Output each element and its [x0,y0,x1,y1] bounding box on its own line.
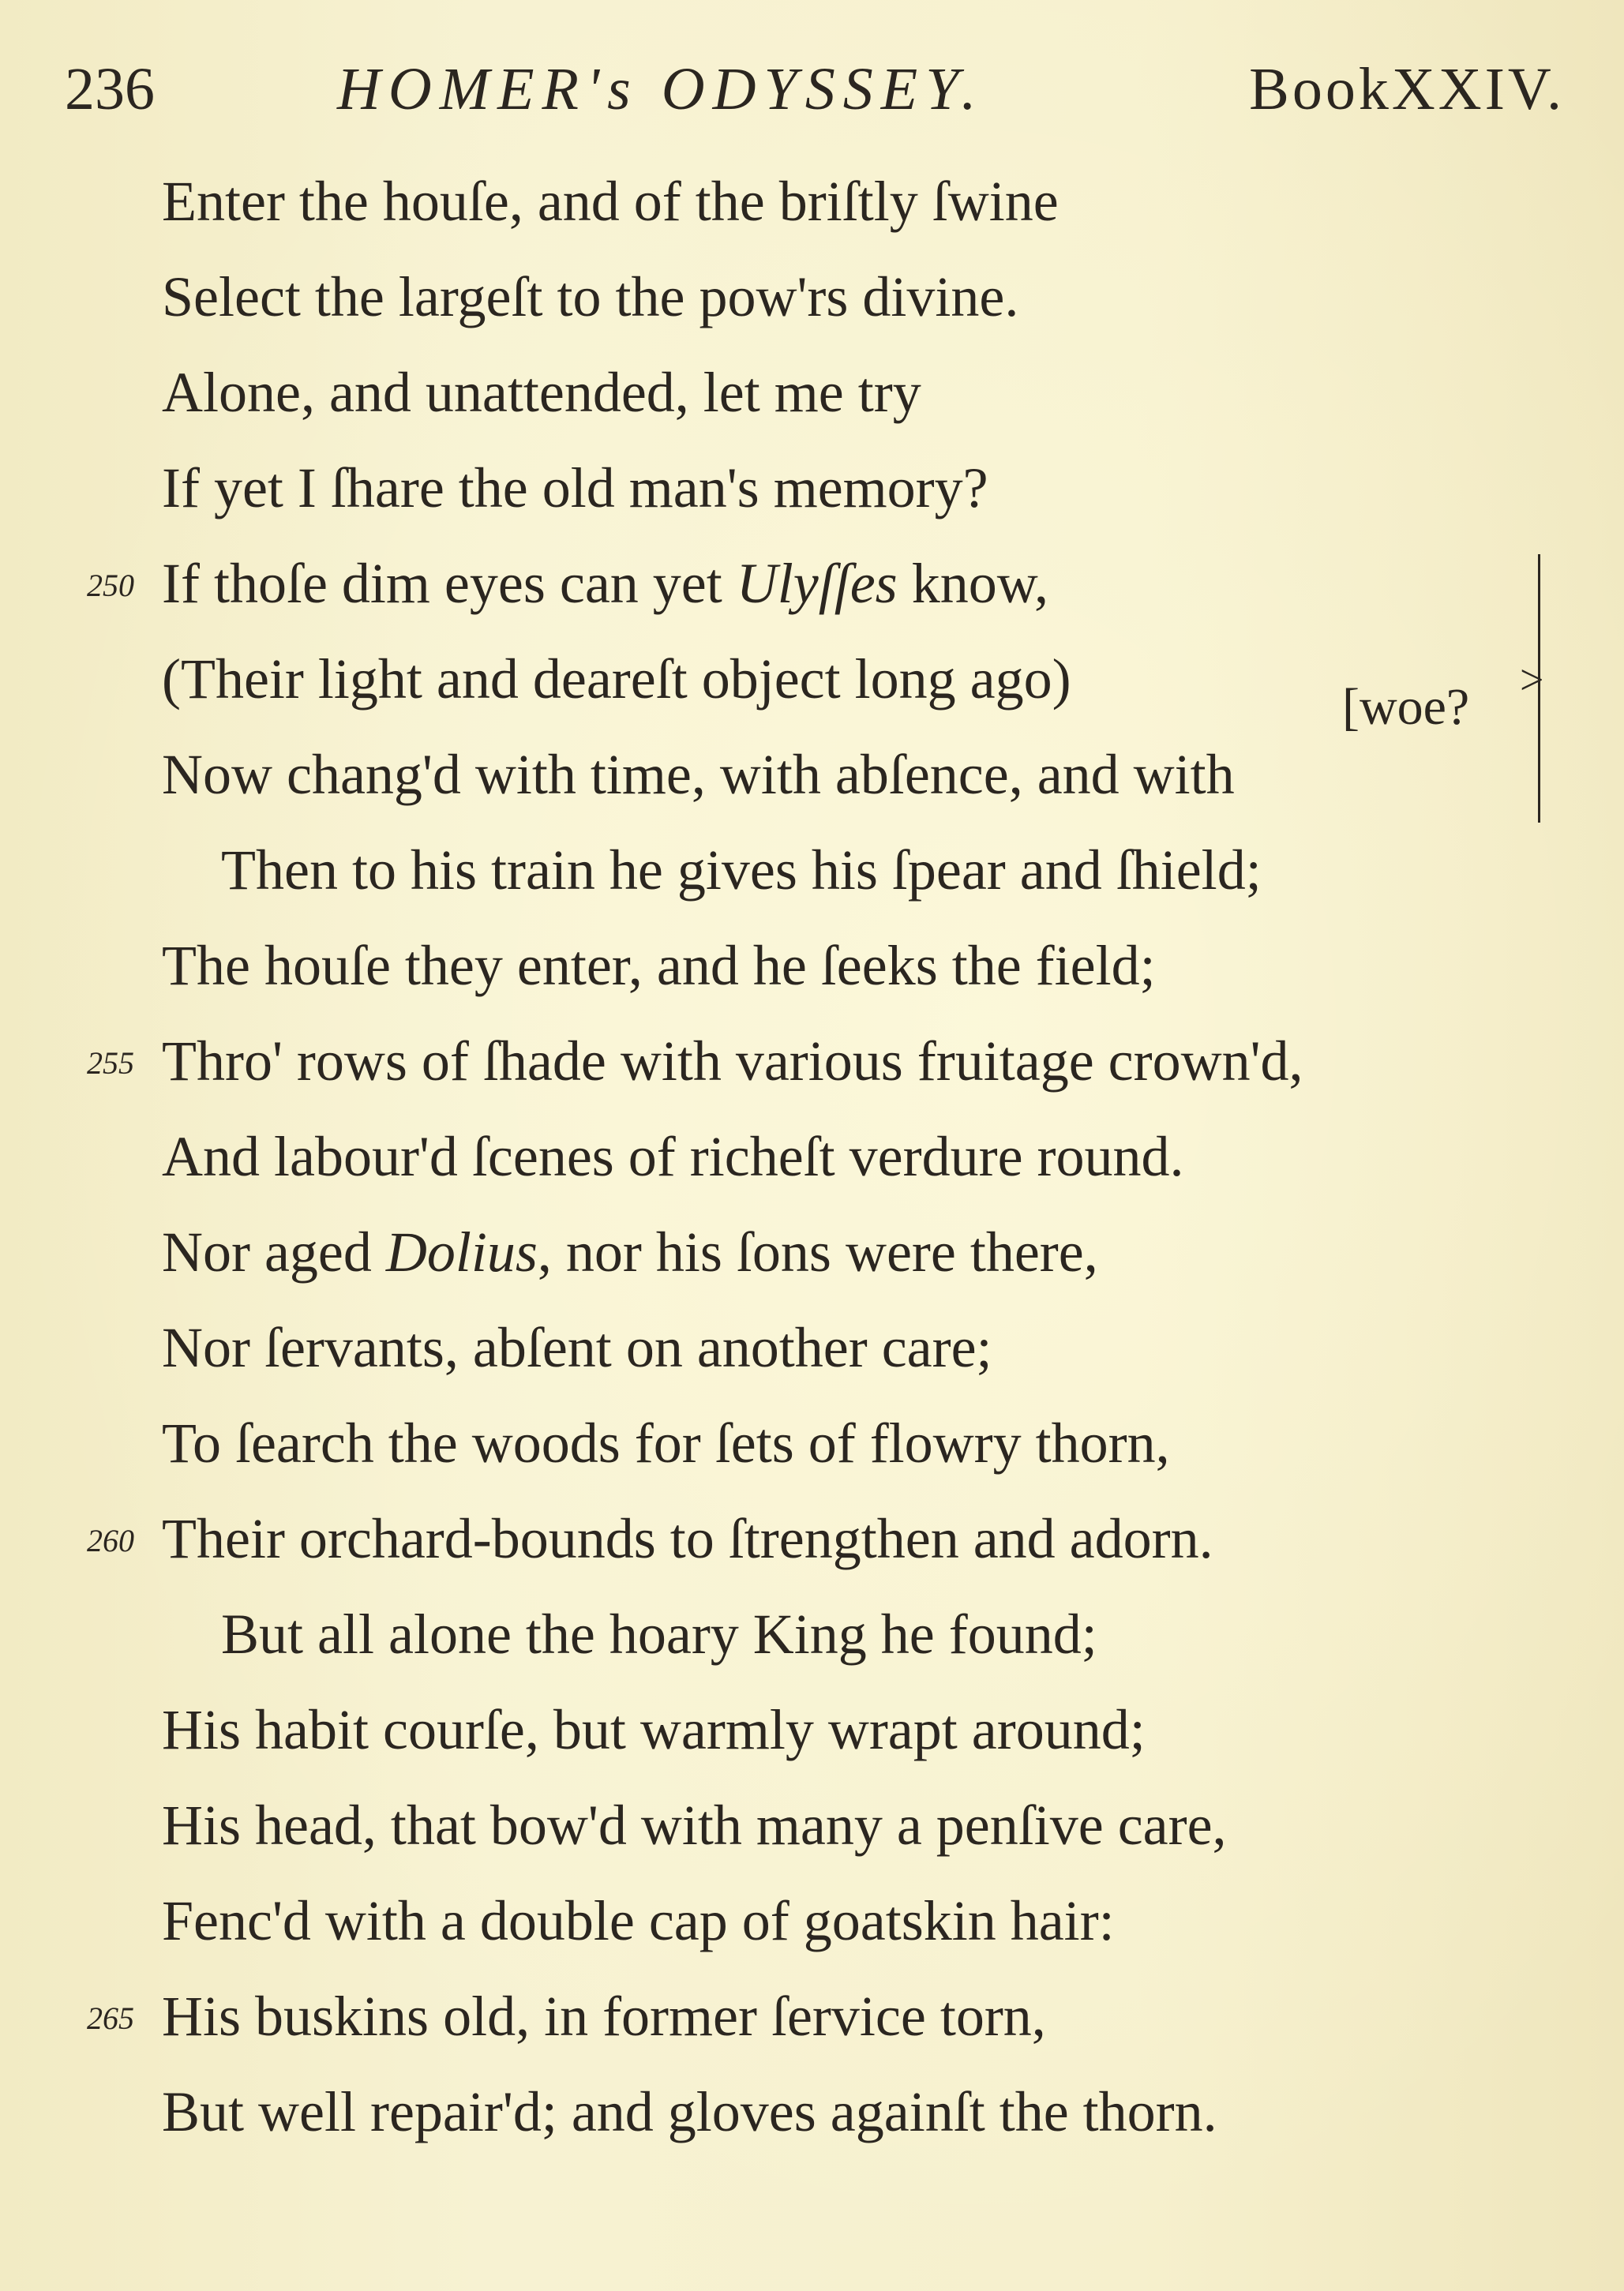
verse-text [162,1697,1146,1763]
verse-text [162,742,1235,808]
verse-line [0,169,1579,264]
verse-text-part: know, [897,552,1049,615]
verse-text [162,1029,1303,1094]
verse-line [0,1124,1579,1219]
line-number: 255 [87,1045,134,1081]
italic-name: Ulyſſes [736,552,898,615]
verse-text [162,264,1018,330]
verse-text [162,1315,992,1381]
verse-text [162,456,988,521]
verse-line [0,551,1579,646]
italic-name: Dolius [385,1220,538,1284]
verse-text [221,1602,1097,1667]
verse-text-part: And labour'd ſcenes of richeſt verdure round. [162,1125,1184,1188]
verse-text [221,838,1262,903]
line-number: 260 [87,1523,134,1558]
verse-text-part: Nor ſervants, abſent on another care; [162,1316,992,1379]
verse-text [162,1124,1184,1190]
verse-text [162,1506,1213,1572]
verse-line [0,1315,1579,1410]
verse-line [0,2079,1579,2174]
verse-text-part: Then to his train he gives his ſpear and ſhield; [221,838,1262,902]
verse-line [0,1602,1579,1697]
verse-line [0,838,1579,932]
verse-text [162,1220,1098,1285]
verse-text-part: , nor his ſons were there, [537,1220,1098,1284]
verse-line [0,1029,1579,1123]
verse-text [162,647,1071,712]
verse-text-part: (Their light and deareſt object long ago) [162,647,1071,711]
verse-text [162,2079,1217,2145]
verse-text-part: His head, that bow'd with many a penſive care, [162,1794,1227,1857]
verse-text [162,360,921,426]
turnover-word: [woe? [1342,678,1470,736]
verse-text [162,551,1048,617]
verse-text-part: Their orchard-bounds to ſtrengthen and adorn. [162,1507,1213,1570]
verse-text-part: But well repair'd; and gloves againſt the thorn. [162,2080,1217,2143]
verse-text-part: Select the largeſt to the pow'rs divine. [162,265,1019,328]
brace-point: > [1520,656,1544,703]
verse-text-part: Fenc'd with a double cap of goatskin hair: [162,1889,1115,1952]
verse-text [162,1793,1227,1858]
verse-line [0,1506,1579,1601]
verse-text [162,1984,1046,2049]
verse-text-part: But all alone the hoary King he found; [221,1603,1097,1666]
verse-text [162,933,1156,999]
running-title: HOMER's ODYSSEY. [337,56,985,122]
verse-text-part: To ſearch the woods for ſets of flowry thorn, [162,1412,1170,1475]
verse-text-part: Alone, and unattended, let me try [162,361,921,424]
verse-line [0,933,1579,1028]
verse-line [0,1697,1579,1792]
verse-text-part: If thoſe dim eyes can yet [162,552,737,615]
verse-line [0,1411,1579,1505]
line-number: 250 [87,568,134,603]
verse-text-part: Enter the houſe, and of the briſtly ſwine [162,170,1059,233]
verse-line [0,1888,1579,1983]
verse-line [0,742,1579,837]
page-header [65,49,1565,136]
verse-text-part: His habit courſe, but warmly wrapt around; [162,1698,1146,1761]
verse-text-part: The houſe they enter, and he ſeeks the field; [162,934,1156,997]
verse-line [0,360,1579,455]
book-label: BookXXIV. [1249,56,1565,122]
verse-line [0,1220,1579,1314]
verse-line [0,456,1579,550]
verse-text [162,169,1059,234]
verse-line [0,1984,1579,2079]
verse-text [162,1888,1115,1954]
verse-line [0,264,1579,359]
verse-text [162,1411,1170,1476]
verse-text-part: If yet I ſhare the old man's memory? [162,456,988,519]
line-number: 265 [87,2000,134,2036]
page-number: 236 [65,56,155,122]
verse-text-part: Nor aged [162,1220,386,1284]
verse-text-part: His buskins old, in former ſervice torn, [162,1985,1046,2048]
verse-text-part: Now chang'd with time, with abſence, and with [162,743,1235,806]
verse-line [0,1793,1579,1888]
verse-text-part: Thro' rows of ſhade with various fruitage crown'd, [162,1029,1303,1093]
